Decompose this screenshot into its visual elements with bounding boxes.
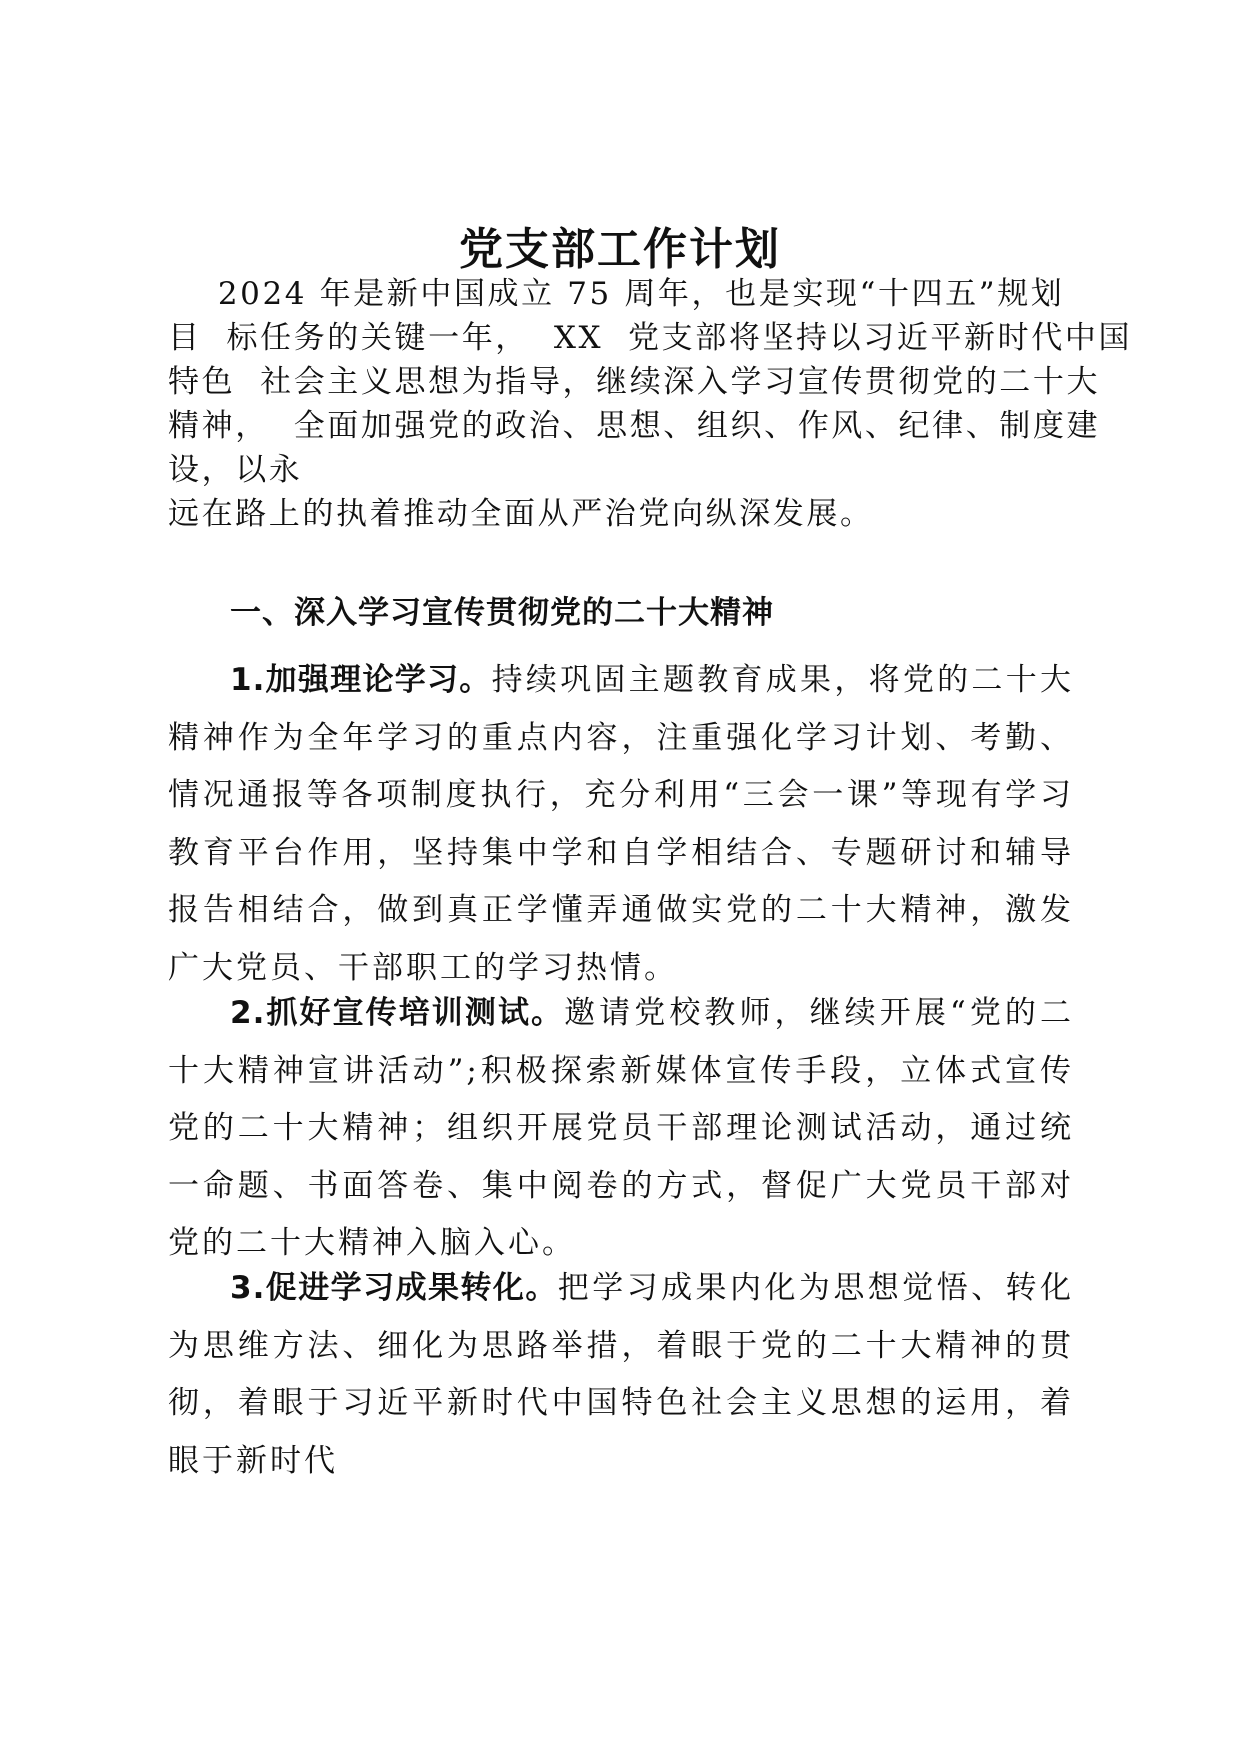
section-heading: 一、深入学习宣传贯彻党的二十大精神 [230,595,774,631]
item-label: 2.抓好宣传培训测试。 [230,995,565,1031]
intro-line: 2024 年是新中国成立 75 周年，也是实现“十四五”规划 [168,276,1065,312]
item-text: 持续巩固主题教育成果，将党的二十大精神作为全年学习的重点内容，注重强化学习计划、考勤、情况通报等各项制度执行，充分利用“三会一课”等现有学习教育平台作用，坚持集中学和自学相结合、专题研讨和辅导报告相结合，做到真正学懂弄通做实党的二十大精神，激发广大党员、干部职工的学习热情。 [168,662,1074,986]
item-label: 1.加强理论学习。 [230,662,492,698]
item-label: 3.促进学习成果转化。 [230,1270,558,1306]
item-text: 邀请党校教师，继续开展“党的二十大精神宣讲活动”;积极探索新媒体宣传手段，立体式宣传党的二十大精神；组织开展党员干部理论测试活动，通过统一命题、书面答卷、集中阅卷的方式，督促广大党员干部对党的二十大精神入脑入心。 [168,995,1074,1261]
intro-line: 精神， 全面加强党的政治、思想、组织、作风、纪律、制度建 [168,408,1101,444]
item-paragraph-1 [168,652,1074,997]
intro-line: 目 标任务的关键一年， XX 党支部将坚持以习近平新时代中国 [168,320,1133,356]
item-paragraph-2 [168,985,1074,1273]
item-text: 把学习成果内化为思想觉悟、转化为思维方法、细化为思路举措，着眼于党的二十大精神的贯彻，着眼于习近平新时代中国特色社会主义思想的运用，着眼于新时代 [168,1270,1074,1479]
document-title: 党支部工作计划 [459,224,781,275]
intro-line: 设，以永 [168,452,303,488]
intro-line: 特色 社会主义思想为指导，继续深入学习宣传贯彻党的二十大 [168,364,1101,400]
item-paragraph-3 [168,1260,1074,1490]
intro-line: 远在路上的执着推动全面从严治党向纵深发展。 [168,496,874,532]
